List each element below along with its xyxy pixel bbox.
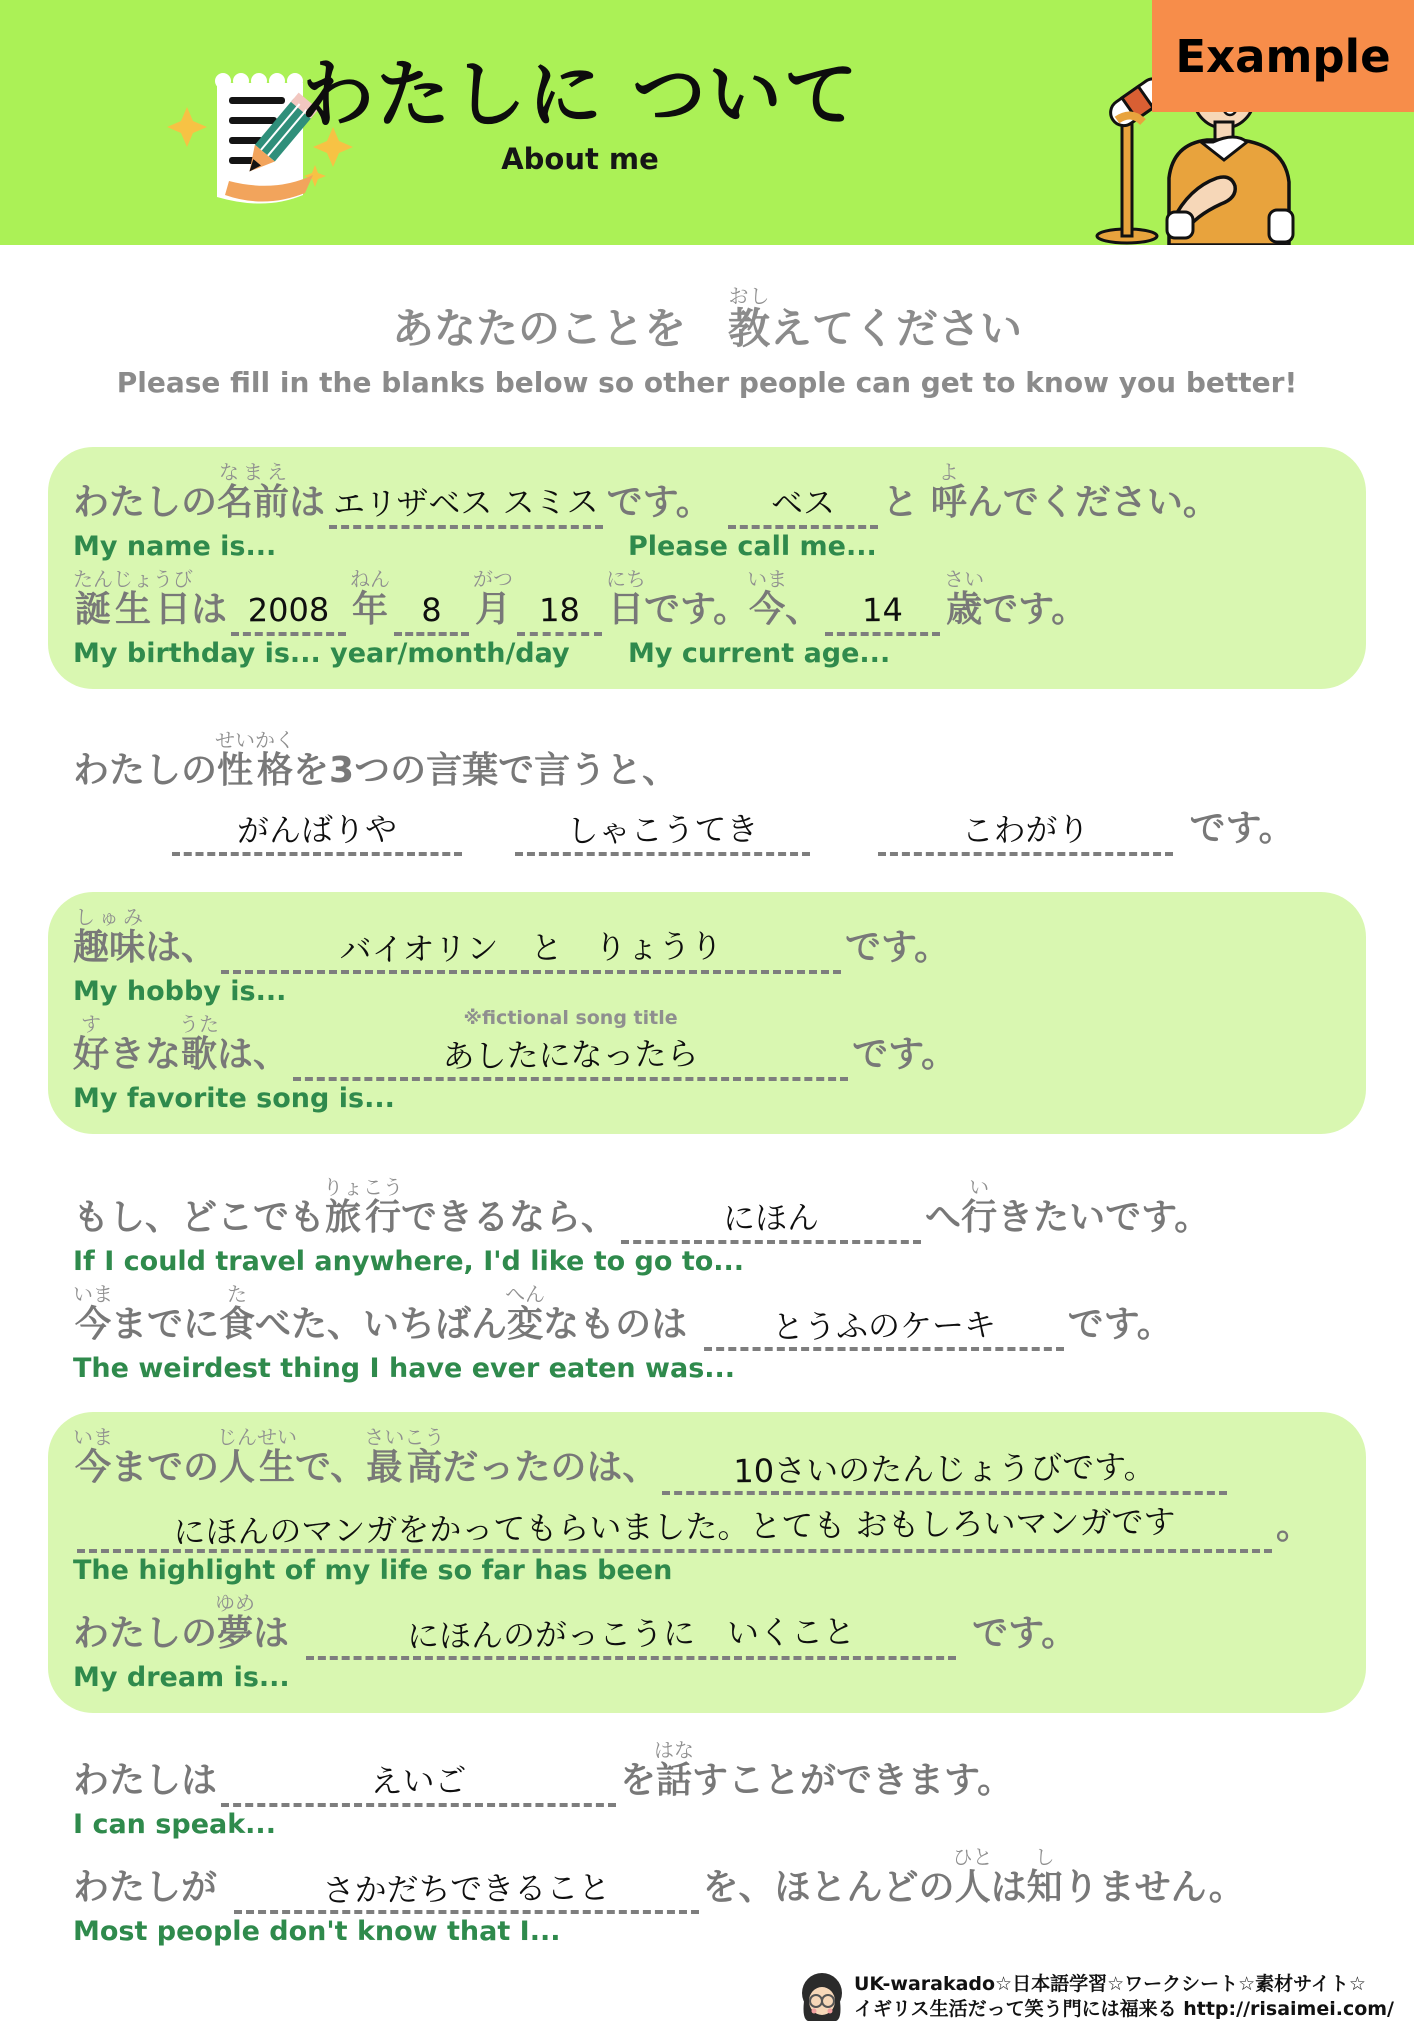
page-subtitle-en: About me	[501, 142, 659, 177]
worksheet-row	[73, 1592, 1341, 1693]
ruby-text: 性格せいかく	[215, 728, 296, 792]
intro-section	[0, 285, 1414, 399]
japanese-line	[73, 1007, 1341, 1081]
intro-english: Please fill in the blanks below so other people can get to know you better!	[116, 365, 1298, 399]
english-hint-row	[73, 1083, 1341, 1114]
worksheet-row	[73, 568, 1341, 669]
ruby-text: 呼よ	[930, 459, 967, 523]
ruby-text: 歌うた	[179, 1011, 220, 1075]
ruby-text: 歳さい	[944, 567, 985, 631]
fill-in-blank	[221, 927, 841, 974]
handwritten-answer: 10さいのたんじょうびです。	[733, 1447, 1157, 1490]
fill-in-blank	[515, 809, 810, 856]
fill-in-blank	[221, 1763, 616, 1807]
japanese-line	[73, 1283, 1341, 1351]
worksheet-text: を	[620, 1759, 657, 1801]
fill-in-blank	[172, 812, 462, 856]
ruby-text: 好す	[73, 1011, 110, 1075]
fill-in-blank	[306, 1612, 956, 1660]
worksheet-text: までの	[111, 1447, 220, 1489]
fill-in-blank	[825, 592, 940, 636]
english-hint: If I could travel anywhere, I'd like to go to...	[73, 1246, 745, 1278]
fill-in-blank	[77, 1502, 1272, 1553]
handwritten-answer: にほんのマンガをかってもらいました。とても おもしろいマンガです	[173, 1502, 1176, 1552]
worksheet-text: です。	[1177, 808, 1295, 850]
ruby-text: 夢ゆめ	[215, 1590, 256, 1654]
ruby-text: 最高さいこう	[364, 1425, 445, 1489]
japanese-line	[73, 1501, 1341, 1553]
worksheet-text: わたしの	[73, 1612, 218, 1654]
handwritten-answer: あしたになったら	[442, 1034, 699, 1076]
fill-in-blank	[728, 485, 878, 529]
worksheet-block-green	[48, 1412, 1366, 1713]
english-hint: Please call me...	[628, 531, 877, 563]
english-hint-row	[73, 1916, 1341, 1947]
handwritten-answer: こわがり	[961, 810, 1090, 850]
japanese-line	[73, 906, 1341, 974]
worksheet-text: へ	[925, 1197, 962, 1239]
worksheet-text: きな	[109, 1033, 182, 1075]
japanese-line	[168, 803, 1341, 855]
ruby-text: 誕生日たんじょうび	[73, 567, 193, 631]
japanese-line	[73, 568, 1341, 636]
fill-in-blank	[293, 1007, 848, 1081]
handwritten-answer: さかだちできること	[321, 1868, 611, 1910]
worksheet-text: です。	[1067, 1304, 1173, 1346]
english-hint-row	[73, 1809, 1341, 1840]
worksheet-text: は、	[217, 1033, 290, 1075]
worksheet-text: もし、どこでも	[73, 1197, 326, 1239]
ruby-text: 日にち	[605, 567, 646, 631]
english-hint-row	[73, 1555, 1341, 1586]
worksheet-text: は	[253, 1612, 302, 1654]
ruby-text: 名前なまえ	[217, 459, 290, 523]
english-hint: My name is...	[73, 531, 277, 563]
ruby-text: 話はな	[654, 1737, 695, 1801]
worksheet-block-green	[48, 892, 1366, 1134]
japanese-line	[73, 1739, 1341, 1807]
header-banner	[0, 0, 1414, 245]
worksheet-block-plain	[48, 1725, 1366, 1967]
footer-line-1: UK-warakado☆日本語学習☆ワークシート☆素材サイト☆	[854, 1972, 1366, 1995]
worksheet-text: わたしの	[73, 750, 218, 792]
english-hint: My birthday is... year/month/day	[73, 638, 570, 670]
worksheet-row	[73, 1739, 1341, 1840]
ruby-text: 今いま	[747, 567, 788, 631]
worksheet-text: 、	[785, 589, 822, 631]
blank-note: ※fictional song title	[463, 1007, 678, 1030]
handwritten-answer: 2008	[247, 591, 330, 630]
worksheet-text: べた、いちばん	[255, 1304, 508, 1346]
english-hint: My hobby is...	[73, 975, 287, 1007]
fill-in-blank	[517, 592, 602, 636]
english-hint: The weirdest thing I have ever eaten was...	[73, 1353, 736, 1385]
worksheet-text: です。	[982, 589, 1088, 631]
ruby-text: 今いま	[73, 1282, 113, 1346]
worksheet-text: だったのは、	[442, 1447, 659, 1489]
worksheet-text: わたしの	[73, 481, 218, 523]
handwritten-answer: 14	[862, 591, 904, 630]
intro-japanese	[0, 285, 1414, 360]
ruby-text: 食た	[219, 1282, 256, 1346]
fill-in-blank	[878, 812, 1173, 856]
worksheet-text: えてください	[770, 304, 1023, 353]
worksheet-row	[73, 803, 1341, 855]
worksheet-text: わたしが	[73, 1867, 230, 1909]
ruby-text: 旅行りょこう	[323, 1175, 404, 1239]
handwritten-answer: ベス	[771, 483, 836, 523]
worksheet-text: りません。	[1062, 1867, 1245, 1909]
worksheet-row	[73, 1426, 1341, 1494]
handwritten-answer: えいご	[370, 1761, 467, 1801]
ruby-text: 変へん	[505, 1282, 546, 1346]
worksheet-text: までに	[111, 1304, 220, 1346]
worksheet-text: あなたのことを	[391, 304, 728, 353]
worksheet-row	[73, 461, 1341, 562]
worksheet-text: を、ほとんどの	[702, 1867, 955, 1909]
worksheet-body	[0, 447, 1414, 1967]
japanese-line	[73, 1176, 1341, 1244]
footer-line-2: イギリス生活だって笑う門には福来る http://risaimei.com/	[854, 1998, 1394, 2021]
ruby-text: 今いま	[73, 1425, 113, 1489]
worksheet-text: です。	[606, 481, 725, 523]
worksheet-row	[73, 1283, 1341, 1384]
english-hint-row	[73, 531, 1341, 562]
worksheet-text: を3つの言葉で言うと、	[293, 750, 679, 792]
author-avatar-icon	[798, 1971, 846, 2023]
worksheet-text: できるなら、	[401, 1197, 618, 1239]
ruby-text: 月がつ	[473, 567, 513, 631]
worksheet-text: んでください。	[966, 481, 1219, 523]
fill-in-blank	[621, 1200, 921, 1244]
worksheet-text: です。	[845, 926, 951, 968]
japanese-line	[73, 729, 1341, 797]
worksheet-text: は	[990, 1867, 1027, 1909]
english-hint-row	[73, 1662, 1341, 1693]
english-hint-row	[73, 1353, 1341, 1384]
english-hint-row	[73, 638, 1341, 669]
ruby-text: 人生じんせい	[217, 1425, 298, 1489]
english-hint: My dream is...	[73, 1661, 290, 1693]
ruby-text: 知し	[1026, 1845, 1063, 1909]
ruby-text: 人ひと	[952, 1845, 993, 1909]
english-hint: I can speak...	[73, 1809, 276, 1841]
worksheet-text: です。	[643, 589, 750, 631]
worksheet-text: です。	[959, 1612, 1078, 1654]
handwritten-answer: とうふのケーキ	[771, 1305, 996, 1346]
footer	[0, 1971, 1394, 2023]
fill-in-blank	[234, 1868, 699, 1915]
worksheet-text: は	[289, 481, 326, 523]
worksheet-block-plain	[48, 715, 1366, 875]
handwritten-answer: にほんのがっこうに いくこと	[406, 1612, 855, 1656]
handwritten-answer: しゃこうてき	[566, 809, 759, 850]
fill-in-blank	[231, 592, 346, 636]
worksheet-text: と	[882, 481, 931, 523]
handwritten-answer: バイオリン と りょうり	[339, 927, 723, 970]
handwritten-answer: がんばりや	[236, 810, 398, 850]
worksheet-text: は、	[145, 926, 218, 968]
worksheet-text: わたしは	[73, 1759, 218, 1801]
english-hint: Most people don't know that I...	[73, 1916, 561, 1948]
fill-in-blank	[329, 482, 603, 529]
worksheet-text: なものは	[543, 1304, 700, 1346]
english-hint: The highlight of my life so far has been	[73, 1554, 673, 1586]
worksheet-row	[73, 729, 1341, 797]
worksheet-row	[73, 1007, 1341, 1115]
worksheet-row	[73, 1846, 1341, 1947]
ruby-text: 年ねん	[350, 567, 391, 631]
worksheet-row	[73, 1176, 1341, 1277]
worksheet-text: は	[191, 589, 228, 631]
japanese-line	[73, 461, 1341, 529]
handwritten-answer: 18	[538, 591, 581, 630]
page-title: わたしに ついて	[300, 52, 860, 138]
worksheet-text: で、	[295, 1447, 367, 1489]
ruby-text: 行い	[961, 1175, 998, 1239]
fill-in-blank	[662, 1447, 1227, 1495]
japanese-line	[73, 1426, 1341, 1494]
worksheet-row	[73, 1501, 1341, 1586]
japanese-line	[73, 1846, 1341, 1914]
worksheet-block-green	[48, 447, 1366, 689]
worksheet-text: 。	[1276, 1505, 1313, 1547]
worksheet-text: きたいです。	[997, 1197, 1211, 1239]
japanese-line	[73, 1592, 1341, 1660]
fill-in-blank	[394, 592, 469, 636]
handwritten-answer: エリザベス スミス	[332, 482, 599, 524]
ruby-text: 趣味しゅみ	[73, 904, 146, 968]
example-badge: Example	[1152, 0, 1414, 112]
english-hint-row	[73, 976, 1341, 1007]
worksheet-text: すことができます。	[692, 1759, 1014, 1801]
worksheet-block-plain	[48, 1162, 1366, 1404]
worksheet-text: です。	[852, 1033, 958, 1075]
worksheet-row	[73, 906, 1341, 1007]
english-hint: My favorite song is...	[73, 1083, 395, 1115]
handwritten-answer: にほん	[722, 1198, 820, 1238]
handwritten-answer: 8	[421, 591, 442, 630]
english-hint: My current age...	[628, 638, 891, 670]
fill-in-blank	[704, 1305, 1064, 1352]
ruby-text: 教おし	[727, 284, 770, 353]
english-hint-row	[73, 1246, 1341, 1277]
